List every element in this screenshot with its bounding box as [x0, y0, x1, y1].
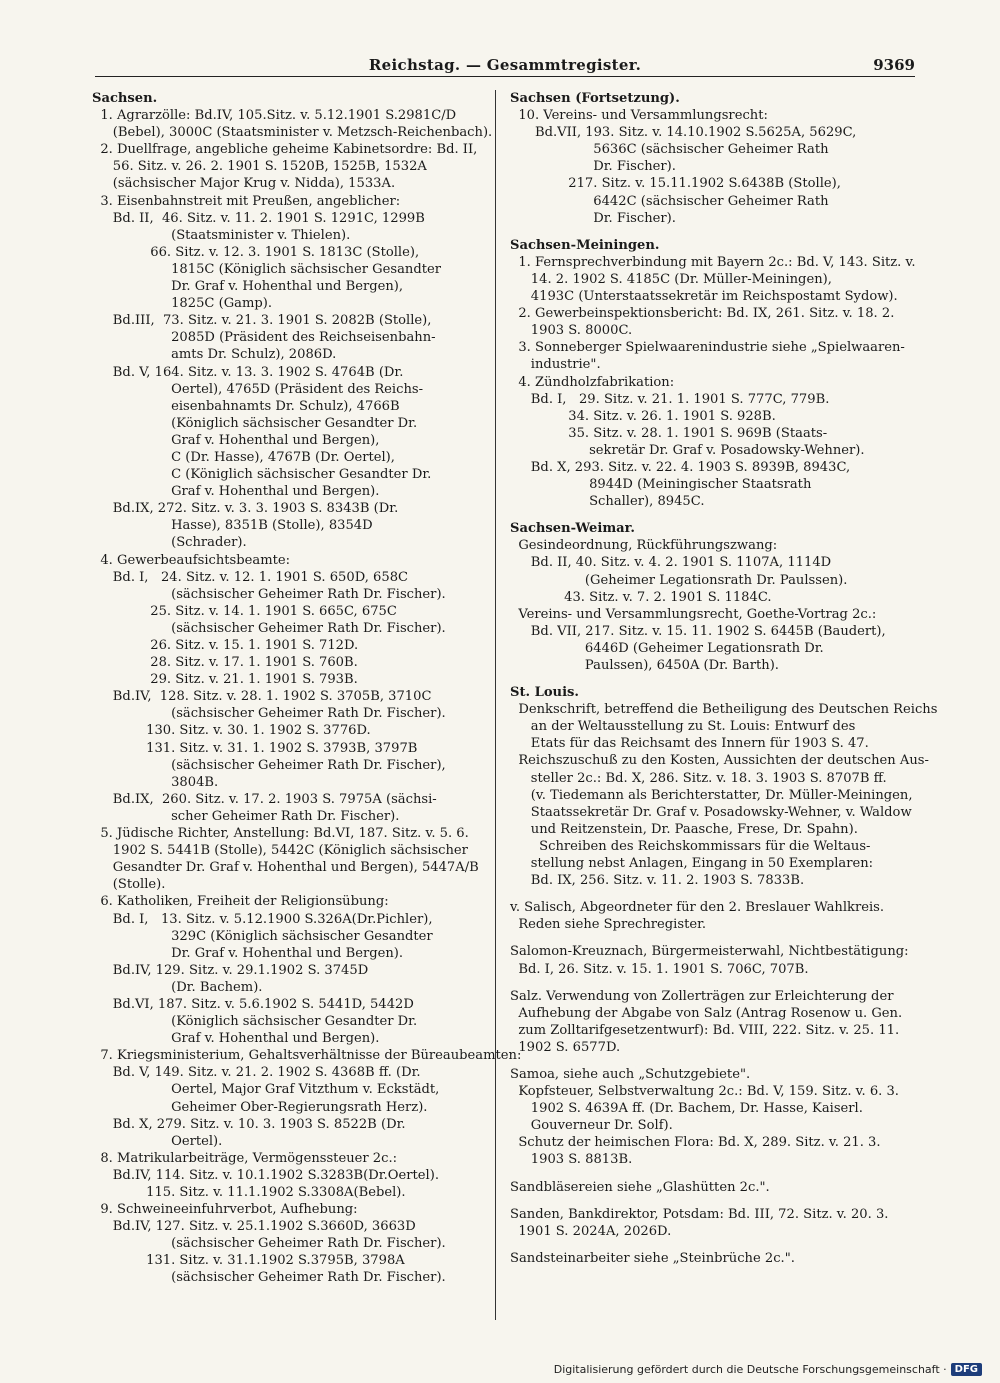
entry-line: Graf v. Hohenthal und Bergen).	[92, 484, 380, 500]
entry-line: Bd.VII, 193. Sitz. v. 14.10.1902 S.5625A, 5629C,	[510, 125, 857, 141]
entry-line: Sanden, Bankdirektor, Potsdam: Bd. III, 72. Sitz. v. 20. 3.	[510, 1206, 889, 1222]
entry-line: Hasse), 8351B (Stolle), 8354D	[92, 518, 373, 534]
entry-heading: Sachsen (Fortsetzung).	[510, 91, 680, 106]
left-column	[92, 90, 522, 1297]
entry-line: 4. Zündholzfabrikation:	[510, 374, 675, 390]
entry-line: 34. Sitz. v. 26. 1. 1901 S. 928B.	[510, 408, 776, 424]
entry-line: 4193C (Unterstaatssekretär im Reichspostamt Sydow).	[510, 289, 898, 305]
index-entry	[510, 1206, 922, 1240]
entry-line: (sächsischer Geheimer Rath Dr. Fischer).	[92, 706, 446, 722]
entry-line: 9. Schweineeinfuhrverbot, Aufhebung:	[92, 1202, 358, 1218]
entry-line: 2. Duellfrage, angebliche geheime Kabinetsordre: Bd. II,	[92, 142, 478, 158]
entry-line: 2085D (Präsident des Reichseisenbahn-	[92, 330, 436, 346]
entry-line: (Königlich sächsischer Gesandter Dr.	[92, 415, 418, 431]
index-entry	[510, 237, 922, 511]
entry-line: 1901 S. 2024A, 2026D.	[510, 1223, 672, 1239]
entry-line: 1825C (Gamp).	[92, 296, 273, 312]
entry-line: Geheimer Ober-Regierungsrath Herz).	[92, 1099, 428, 1115]
entry-line: Salz. Verwendung von Zollerträgen zur Erleichterung der	[510, 988, 894, 1004]
entry-line: Bd. V, 164. Sitz. v. 13. 3. 1902 S. 4764B (Dr.	[92, 364, 404, 380]
entry-line: Bd. II, 46. Sitz. v. 11. 2. 1901 S. 1291C, 1299B	[92, 210, 425, 226]
index-entry	[510, 943, 922, 977]
entry-line: Vereins- und Versammlungsrecht, Goethe-Vortrag 2c.:	[510, 606, 877, 622]
entry-line: C (Dr. Hasse), 4767B (Dr. Oertel),	[92, 449, 395, 465]
entry-line: Staatssekretär Dr. Graf v. Posadowsky-Wehner, v. Waldow	[510, 804, 912, 820]
entry-line: 14. 2. 1902 S. 4185C (Dr. Müller-Meiningen),	[510, 271, 832, 287]
entry-line: Dr. Fischer).	[510, 210, 676, 226]
entry-line: 29. Sitz. v. 21. 1. 1901 S. 793B.	[92, 672, 358, 688]
entry-line: Bd. II, 40. Sitz. v. 4. 2. 1901 S. 1107A, 1114D	[510, 555, 832, 571]
entry-line: 35. Sitz. v. 28. 1. 1901 S. 969B (Staats-	[510, 425, 828, 441]
entry-line: Samoa, siehe auch „Schutzgebiete".	[510, 1066, 751, 1082]
entry-line: (Geheimer Legationsrath Dr. Paulssen).	[510, 572, 848, 588]
entry-line: 25. Sitz. v. 14. 1. 1901 S. 665C, 675C	[92, 603, 397, 619]
entry-line: Gesandter Dr. Graf v. Hohenthal und Bergen), 5447A/B	[92, 860, 479, 876]
entry-line: Bd. I, 24. Sitz. v. 12. 1. 1901 S. 650D, 658C	[92, 569, 409, 585]
entry-line: 3804B.	[92, 774, 219, 790]
right-column	[510, 90, 938, 1277]
index-entry	[510, 90, 922, 227]
entry-line: 2. Gewerbeinspektionsbericht: Bd. IX, 261. Sitz. v. 18. 2.	[510, 306, 895, 322]
entry-line: Bd.IV, 129. Sitz. v. 29.1.1902 S. 3745D	[92, 962, 369, 978]
entry-line: 131. Sitz. v. 31.1.1902 S.3795B, 3798A	[92, 1253, 405, 1269]
page-header	[95, 56, 915, 77]
entry-line: 131. Sitz. v. 31. 1. 1902 S. 3793B, 3797B	[92, 740, 418, 756]
entry-line: Gesindeordnung, Rückführungszwang:	[510, 538, 778, 554]
entry-line: (Stolle).	[92, 877, 166, 893]
entry-line: Bd.IX, 260. Sitz. v. 17. 2. 1903 S. 7975A (sächsi-	[92, 791, 437, 807]
entry-line: Reden siehe Sprechregister.	[510, 917, 707, 933]
entry-heading: Sachsen.	[92, 91, 158, 106]
entry-line: 1903 S. 8000C.	[510, 323, 633, 339]
entry-line: C (Königlich sächsischer Gesandter Dr.	[92, 467, 432, 483]
entry-line: Denkschrift, betreffend die Betheiligung des Deutschen Reichs	[510, 702, 938, 718]
entry-line: 26. Sitz. v. 15. 1. 1901 S. 712D.	[92, 638, 359, 653]
entry-line: scher Geheimer Rath Dr. Fischer).	[92, 808, 400, 824]
entry-line: (sächsischer Geheimer Rath Dr. Fischer),	[92, 757, 446, 773]
entry-line: Sandbläsereien siehe „Glashütten 2c.".	[510, 1179, 770, 1195]
index-entry	[510, 1066, 922, 1169]
entry-line: (v. Tiedemann als Berichterstatter, Dr. Müller-Meiningen,	[510, 787, 913, 803]
entry-line: Bd. X, 279. Sitz. v. 10. 3. 1903 S. 8522B (Dr.	[92, 1116, 406, 1132]
entry-line: Oertel).	[92, 1133, 223, 1149]
entry-line: stellung nebst Anlagen, Eingang in 50 Exemplaren:	[510, 856, 874, 872]
entry-line: Bd. VII, 217. Sitz. v. 15. 11. 1902 S. 6445B (Baudert),	[510, 623, 886, 639]
entry-line: Bd. X, 293. Sitz. v. 22. 4. 1903 S. 8939B, 8943C,	[510, 459, 851, 475]
entry-heading: St. Louis.	[510, 685, 579, 701]
entry-line: steller 2c.: Bd. X, 286. Sitz. v. 18. 3. 1903 S. 8707B ff.	[510, 770, 887, 786]
entry-line: (sächsischer Major Krug v. Nidda), 1533A.	[92, 176, 396, 192]
entry-line: 6442C (sächsischer Geheimer Rath	[510, 193, 829, 209]
entry-line: Aufhebung der Abgabe von Salz (Antrag Rosenow u. Gen.	[510, 1005, 903, 1021]
entry-line: Bd. I, 29. Sitz. v. 21. 1. 1901 S. 777C, 779B.	[510, 391, 830, 407]
entry-heading: Sachsen-Weimar.	[510, 521, 635, 537]
index-entry	[510, 988, 922, 1056]
entry-line: (sächsischer Geheimer Rath Dr. Fischer).	[92, 1236, 446, 1252]
entry-line: sekretär Dr. Graf v. Posadowsky-Wehner).	[510, 442, 865, 458]
entry-line: Bd.VI, 187. Sitz. v. 5.6.1902 S. 5441D, 5442D	[92, 996, 414, 1012]
entry-line: Dr. Graf v. Hohenthal und Bergen),	[92, 279, 404, 295]
entry-line: Schutz der heimischen Flora: Bd. X, 289. Sitz. v. 21. 3.	[510, 1135, 881, 1151]
entry-line: (Bebel), 3000C (Staatsminister v. Metzsch-Reichenbach).	[92, 125, 493, 141]
entry-line: Salomon-Kreuznach, Bürgermeisterwahl, Nichtbestätigung:	[510, 944, 909, 960]
entry-line: Reichszuschuß zu den Kosten, Aussichten der deutschen Aus-	[510, 753, 929, 769]
entry-line: amts Dr. Schulz), 2086D.	[92, 347, 337, 363]
index-entry	[510, 684, 938, 889]
page-number: 9369	[873, 56, 915, 74]
footer-text: Digitalisierung gefördert durch die Deutsche Forschungsgemeinschaft ·	[553, 1363, 947, 1376]
running-title: Reichstag. — Gesammtregister.	[368, 56, 642, 74]
entry-line: Bd. I, 13. Sitz. v. 5.12.1900 S.326A(Dr.Pichler),	[92, 911, 433, 927]
entry-line: Bd.IX, 272. Sitz. v. 3. 3. 1903 S. 8343B (Dr.	[92, 501, 399, 517]
entry-line: (sächsischer Geheimer Rath Dr. Fischer).	[92, 1270, 446, 1286]
entry-line: industrie".	[510, 357, 601, 373]
entry-line: 5. Jüdische Richter, Anstellung: Bd.VI, 187. Sitz. v. 5. 6.	[92, 826, 469, 842]
entry-line: 115. Sitz. v. 11.1.1902 S.3308A(Bebel).	[92, 1185, 406, 1200]
entry-line: Oertel, Major Graf Vitzthum v. Eckstädt,	[92, 1082, 440, 1098]
entry-line: Schreiben des Reichskommissars für die Weltaus-	[510, 838, 871, 854]
entry-line: Bd. IX, 256. Sitz. v. 11. 2. 1903 S. 7833B.	[510, 873, 805, 889]
index-entry	[92, 90, 522, 1287]
entry-line: 329C (Königlich sächsischer Gesandter	[92, 928, 433, 944]
entry-line: (sächsischer Geheimer Rath Dr. Fischer).	[92, 586, 446, 602]
index-entry	[510, 899, 922, 933]
entry-line: Bd.III, 73. Sitz. v. 21. 3. 1901 S. 2082B (Stolle),	[92, 313, 432, 329]
entry-line: 7. Kriegsministerium, Gehaltsverhältnisse der Büreaubeamten:	[92, 1048, 522, 1064]
entry-line: Schaller), 8945C.	[510, 494, 705, 510]
entry-line: Etats für das Reichsamt des Innern für 1903 S. 47.	[510, 736, 869, 752]
entry-line: 28. Sitz. v. 17. 1. 1901 S. 760B.	[92, 655, 358, 671]
entry-line: 1902 S. 6577D.	[510, 1039, 621, 1055]
entry-line: Graf v. Hohenthal und Bergen),	[92, 432, 380, 448]
entry-line: 1815C (Königlich sächsischer Gesandter	[92, 261, 441, 277]
entry-line: Graf v. Hohenthal und Bergen).	[92, 1031, 380, 1047]
entry-line: Bd.IV, 128. Sitz. v. 28. 1. 1902 S. 3705B, 3710C	[92, 689, 432, 705]
entry-line: v. Salisch, Abgeordneter für den 2. Breslauer Wahlkreis.	[510, 900, 885, 916]
entry-line: Gouverneur Dr. Solf).	[510, 1118, 673, 1134]
entry-line: 1903 S. 8813B.	[510, 1152, 633, 1168]
entry-line: Dr. Fischer).	[510, 159, 676, 175]
entry-line: Oertel), 4765D (Präsident des Reichs-	[92, 381, 424, 397]
index-entry	[510, 520, 922, 674]
entry-line: 43. Sitz. v. 7. 2. 1901 S. 1184C.	[510, 589, 772, 605]
entry-line: 1. Fernsprechverbindung mit Bayern 2c.: Bd. V, 143. Sitz. v.	[510, 254, 916, 270]
entry-line: Dr. Graf v. Hohenthal und Bergen).	[92, 945, 404, 961]
dfg-logo: DFG	[951, 1363, 982, 1376]
entry-line: 1. Agrarzölle: Bd.IV, 105.Sitz. v. 5.12.1901 S.2981C/D	[92, 108, 457, 124]
entry-line: 1902 S. 4639A ff. (Dr. Bachem, Dr. Hasse, Kaiserl.	[510, 1101, 863, 1117]
entry-line: 3. Sonneberger Spielwaarenindustrie siehe „Spielwaaren-	[510, 340, 905, 356]
entry-line: (sächsischer Geheimer Rath Dr. Fischer).	[92, 620, 446, 636]
entry-line: zum Zolltarifgesetzentwurf): Bd. VIII, 222. Sitz. v. 25. 11.	[510, 1022, 900, 1038]
entry-line: (Königlich sächsischer Gesandter Dr.	[92, 1014, 418, 1030]
entry-heading: Sachsen-Meiningen.	[510, 237, 660, 253]
entry-line: 66. Sitz. v. 12. 3. 1901 S. 1813C (Stolle),	[92, 244, 420, 260]
footer	[554, 1363, 982, 1376]
entry-line: 8944D (Meiningischer Staatsrath	[510, 477, 812, 493]
entry-line: Bd. I, 26. Sitz. v. 15. 1. 1901 S. 706C, 707B.	[510, 961, 809, 977]
entry-line: 130. Sitz. v. 30. 1. 1902 S. 3776D.	[92, 723, 371, 739]
entry-line: 6446D (Geheimer Legationsrath Dr.	[510, 640, 824, 656]
entry-line: 8. Matrikularbeiträge, Vermögenssteuer 2c.:	[92, 1150, 398, 1166]
index-entry	[510, 1250, 922, 1267]
entry-line: Kopfsteuer, Selbstverwaltung 2c.: Bd. V, 159. Sitz. v. 6. 3.	[510, 1084, 899, 1100]
entry-line: Paulssen), 6450A (Dr. Barth).	[510, 658, 779, 673]
entry-line: (Staatsminister v. Thielen).	[92, 227, 351, 243]
entry-line: 217. Sitz. v. 15.11.1902 S.6438B (Stolle),	[510, 176, 841, 192]
entry-line: 56. Sitz. v. 26. 2. 1901 S. 1520B, 1525B, 1532A	[92, 159, 427, 175]
entry-line: an der Weltausstellung zu St. Louis: Entwurf des	[510, 719, 856, 735]
entry-line: 1902 S. 5441B (Stolle), 5442C (Königlich sächsischer	[92, 843, 468, 859]
entry-line: (Dr. Bachem).	[92, 979, 263, 995]
entry-line: Bd. V, 149. Sitz. v. 21. 2. 1902 S. 4368B ff. (Dr.	[92, 1065, 421, 1081]
entry-line: Bd.IV, 114. Sitz. v. 10.1.1902 S.3283B(Dr.Oertel).	[92, 1167, 439, 1183]
entry-line: 6. Katholiken, Freiheit der Religionsübung:	[92, 894, 389, 910]
column-divider	[495, 90, 496, 1320]
entry-line: 4. Gewerbeaufsichtsbeamte:	[92, 552, 291, 568]
entry-line: 10. Vereins- und Versammlungsrecht:	[510, 108, 768, 124]
index-entry	[510, 1179, 922, 1196]
entry-line: 3. Eisenbahnstreit mit Preußen, angeblicher:	[92, 193, 401, 209]
entry-line: 5636C (sächsischer Geheimer Rath	[510, 142, 829, 158]
entry-line: Bd.IV, 127. Sitz. v. 25.1.1902 S.3660D, 3663D	[92, 1219, 416, 1235]
entry-line: und Reitzenstein, Dr. Paasche, Frese, Dr. Spahn).	[510, 821, 858, 837]
entry-line: Sandsteinarbeiter siehe „Steinbrüche 2c.".	[510, 1250, 795, 1266]
entry-line: eisenbahnamts Dr. Schulz), 4766B	[92, 398, 400, 414]
entry-line: (Schrader).	[92, 535, 247, 551]
